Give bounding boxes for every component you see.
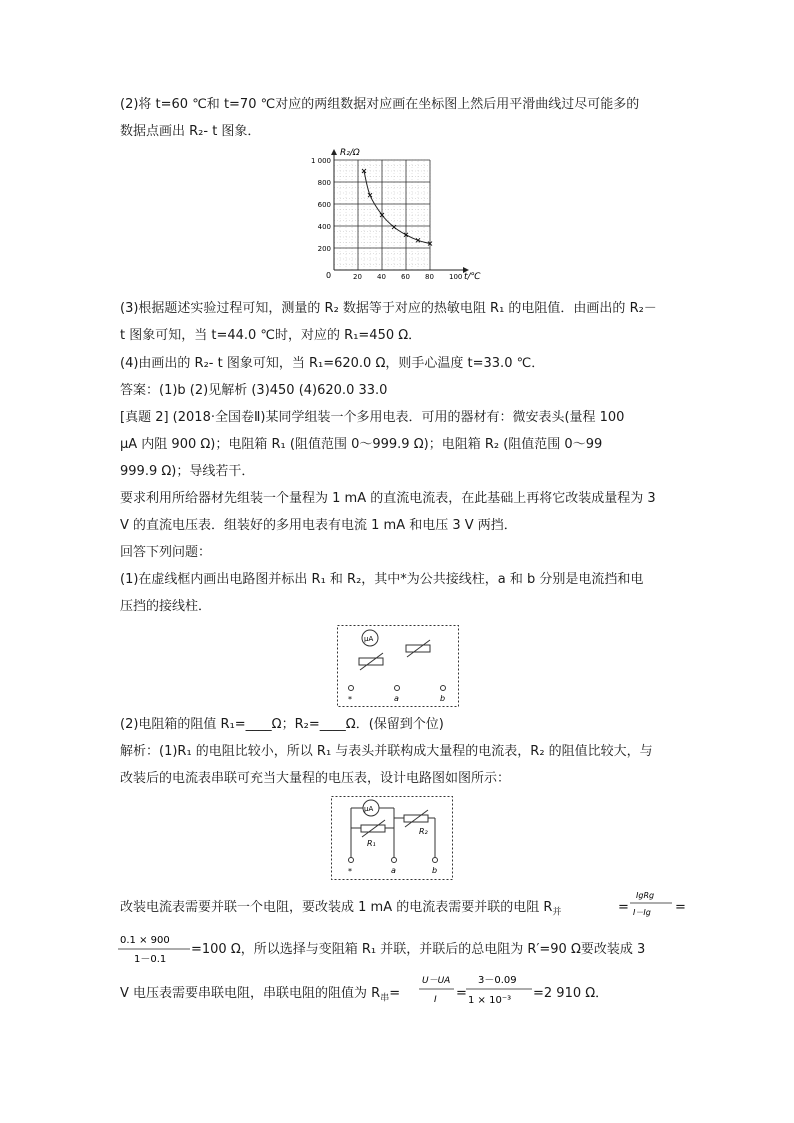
f4-num: 3－0.09	[478, 975, 517, 986]
meter-label: μA	[364, 635, 374, 643]
q4-line: (4)由画出的 R₂- t 图象可知，当 R₁=620.0 Ω，则手心温度 t=33.0 ℃．	[120, 356, 545, 371]
analysis-line-5-text: V 电压表需要串联电阻，串联电阻的阻值为 R	[120, 986, 381, 1001]
terminal-b: b	[440, 694, 446, 703]
fraction-1	[628, 886, 678, 920]
analysis-line-3	[120, 899, 561, 922]
fraction-4	[466, 970, 534, 1008]
answer-line: 答案：(1)b (2)见解析 (3)450 (4)620.0 33.0	[120, 383, 388, 398]
sub1-line-2: 压挡的接线柱．	[120, 599, 212, 614]
y-tick-label: 600	[317, 201, 331, 209]
x-tick-label: 80	[425, 273, 434, 280]
r1-label: R₁	[367, 839, 376, 848]
problem-line-6: 回答下列问题：	[120, 545, 212, 560]
problem-line-2: μA 内阻 900 Ω)；电阻箱 R₁ (阻值范围 0～999.9 Ω)；电阻箱 R₂ (阻值范围 0～99	[120, 437, 603, 452]
f4-den: 1 × 10⁻³	[468, 995, 512, 1006]
sub1-line-1: (1)在虚线框内画出电路图并标出 R₁ 和 R₂，其中*为公共接线柱，a 和 b 分别是电流挡和电	[120, 572, 644, 587]
y-tick-label: 400	[317, 223, 331, 231]
fraction-2	[118, 930, 193, 966]
chart-points	[362, 169, 432, 246]
data-point	[368, 193, 372, 197]
problem-line-5: V 的直流电压表．组装好的多用电表有电流 1 mA 和电压 3 V 两挡．	[120, 518, 517, 533]
analysis-line-5	[120, 985, 400, 1008]
terminal-common: *	[348, 695, 352, 704]
terminal-b-2: b	[432, 866, 438, 875]
x-tick-label: 100	[449, 273, 463, 280]
y-tick-label: 800	[317, 179, 331, 187]
r-parallel-sub: 并	[552, 907, 562, 918]
analysis-line-4: =100 Ω，所以选择与变阻箱 R₁ 并联，并联后的总电阻为 R′=90 Ω要改装成 3	[191, 942, 646, 957]
f3-num: U－UA	[422, 976, 451, 986]
problem-line-1: [真题 2] (2018·全国卷Ⅱ)某同学组装一个多用电表．可用的器材有：微安表头(量程 100	[120, 410, 625, 425]
analysis-line-1: 解析：(1)R₁ 的电阻比较小，所以 R₁ 与表头并联构成大量程的电流表，R₂ 的阻值比较大，与	[120, 744, 653, 759]
x-tick-label: 20	[353, 273, 362, 280]
x-tick-label: 40	[377, 273, 386, 280]
terminal-a: a	[394, 694, 399, 703]
chart-ylabel: R₂/Ω	[340, 148, 360, 158]
chart-origin: 0	[326, 271, 332, 280]
analysis-line-3-text: 改装电流表需要并联一个电阻，要改装成 1 mA 的电流表需要并联的电阻 R	[120, 900, 553, 915]
q3-line-2: t 图象可知，当 t=44.0 ℃时，对应的 R₁=450 Ω．	[120, 328, 422, 343]
q2-line-1: (2)将 t=60 ℃和 t=70 ℃对应的两组数据对应画在坐标图上然后用平滑曲线过尽可能多的	[120, 97, 640, 112]
q2-line-2: 数据点画出 R₂- t 图象．	[120, 124, 261, 139]
circuit-solution	[331, 796, 453, 880]
q3-line-1: (3)根据题述实验过程可知，测量的 R₂ 数据等于对应的热敏电阻 R₁ 的电阻值．由画出的 R₂－	[120, 301, 657, 316]
circuit-blank	[337, 625, 459, 707]
problem-line-4: 要求利用所给器材先组装一个量程为 1 mA 的直流电流表，在此基础上再将它改装成量程为 3	[120, 491, 656, 506]
f3-den: I	[434, 995, 437, 1005]
sub2-line: (2)电阻箱的阻值 R₁=____Ω；R₂=____Ω．(保留到个位)	[120, 717, 444, 732]
analysis-line-2: 改装后的电流表串联可充当大量程的电压表，设计电路图如图所示：	[120, 771, 511, 786]
y-tick-label: 1 000	[310, 157, 331, 165]
r2-label: R₂	[419, 827, 428, 836]
fraction-3	[418, 970, 458, 1006]
terminal-common-2: *	[348, 867, 352, 876]
f1-den: I－Ig	[633, 908, 651, 917]
f1-num: IgRg	[636, 891, 655, 900]
analysis-line-5-end: =2 910 Ω．	[533, 986, 609, 1001]
r2-t-graph	[308, 146, 483, 280]
f2-num: 0.1 × 900	[120, 935, 170, 946]
f2-den: 1－0.1	[134, 954, 167, 965]
x-tick-label: 60	[401, 273, 410, 280]
eq-sign-2: =	[389, 986, 401, 1001]
meter-label-2: μA	[364, 805, 374, 813]
y-tick-label: 200	[317, 245, 331, 253]
r-series-sub: 串	[380, 993, 390, 1004]
eq-sign-1: =	[618, 900, 629, 915]
chart-axes	[334, 150, 468, 270]
chart-xlabel: t/℃	[464, 272, 481, 280]
terminal-a-2: a	[391, 866, 396, 875]
eq-sign-1b: =	[675, 900, 686, 915]
eq-sign-3: =	[456, 986, 467, 1001]
problem-line-3: 999.9 Ω)；导线若干．	[120, 464, 255, 479]
